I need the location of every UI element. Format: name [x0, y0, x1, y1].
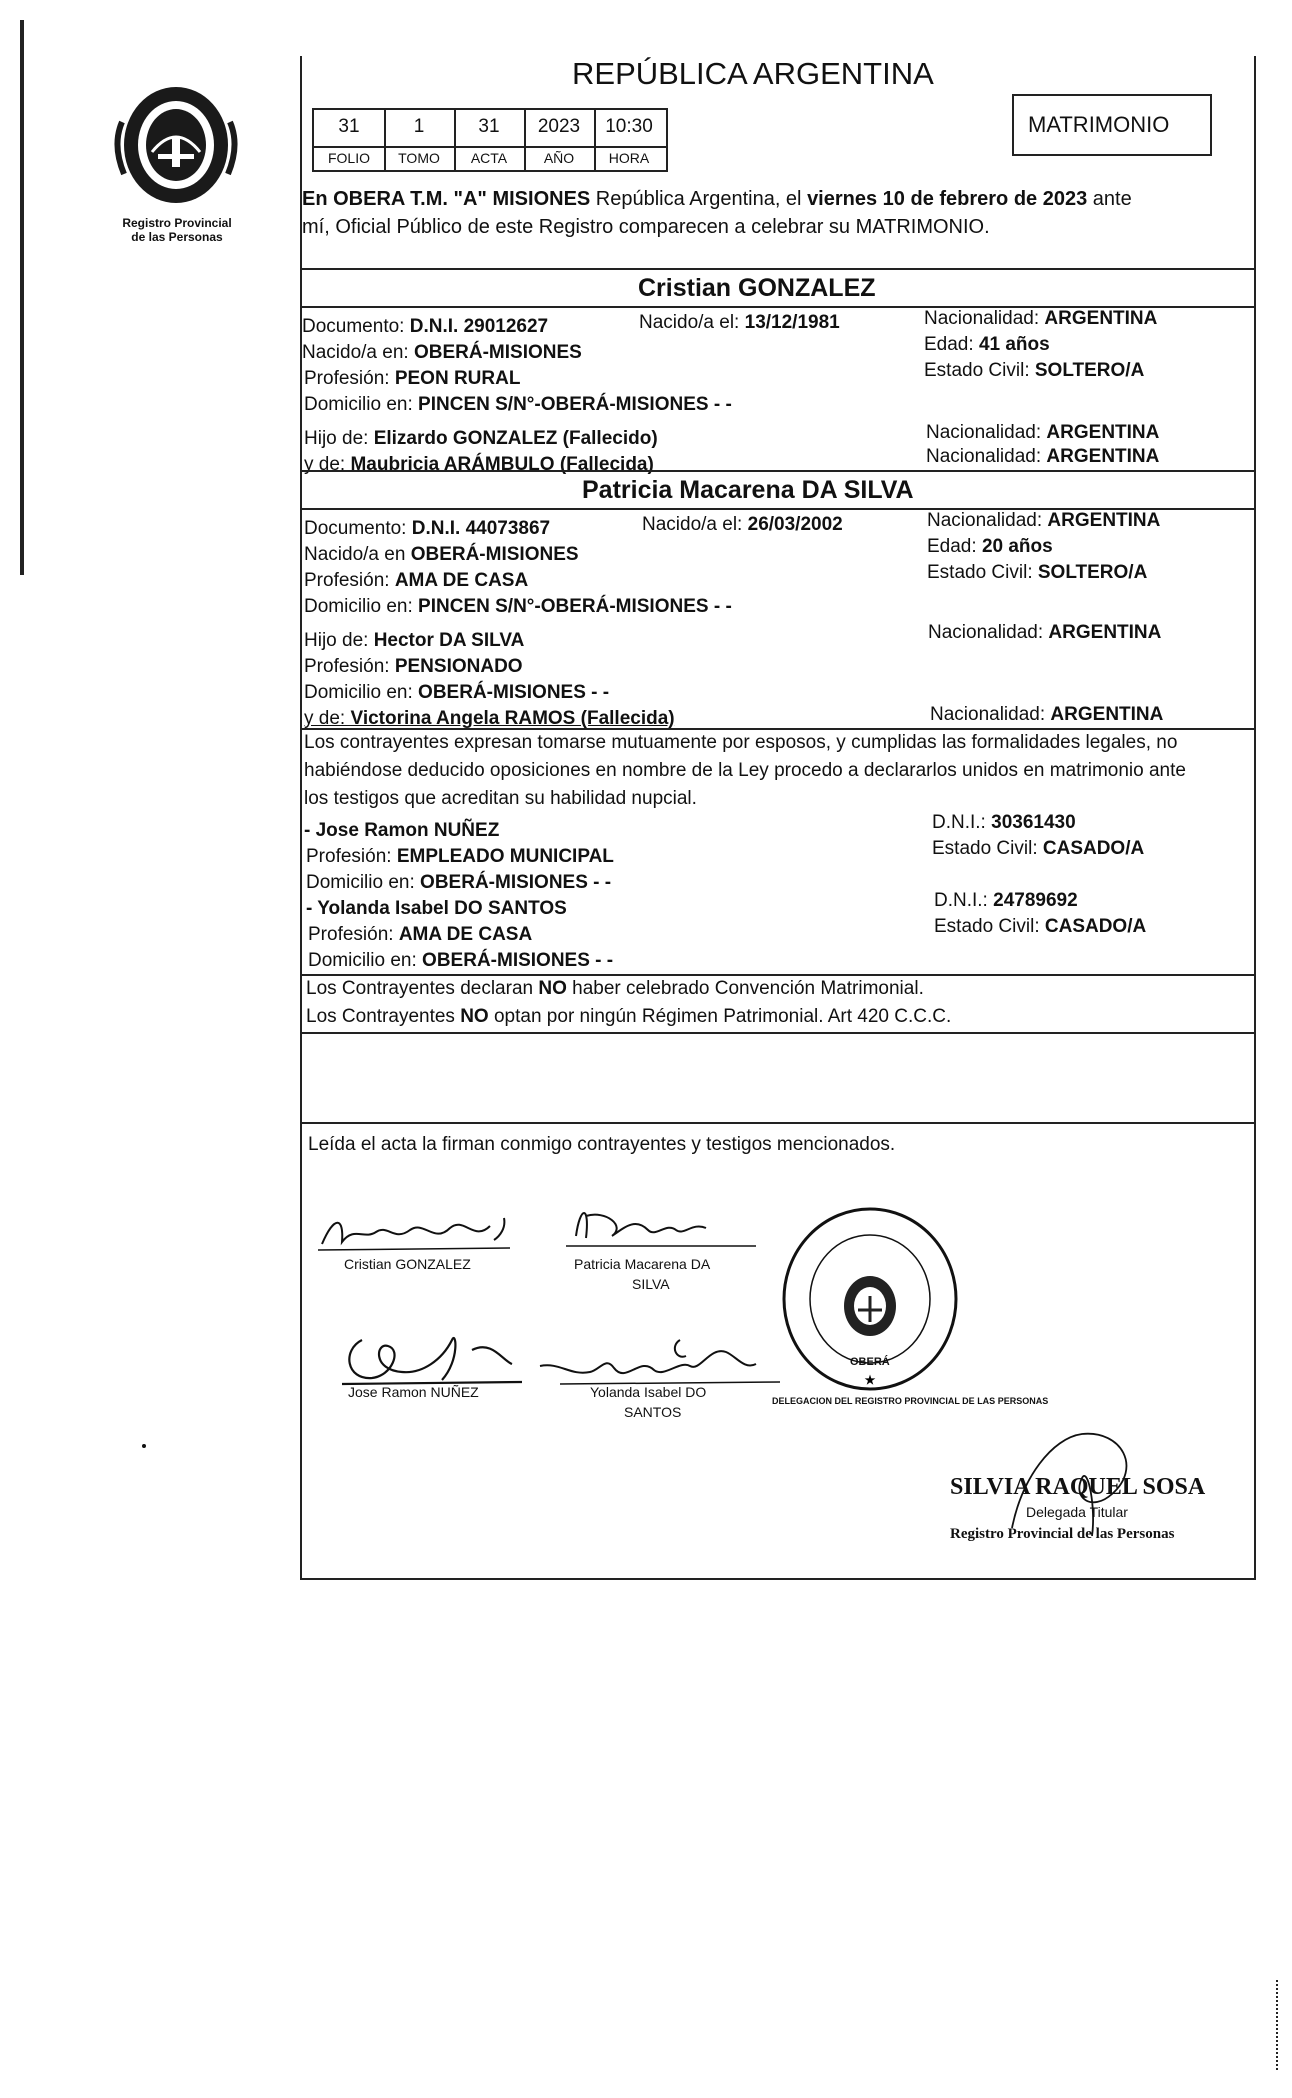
- spouse1-address: Domicilio en: PINCEN S/N°-OBERÁ-MISIONES - -: [304, 394, 732, 415]
- intro-line-1: En OBERA T.M. "A" MISIONES República Argentina, el viernes 10 de febrero de 2023 ante: [302, 188, 1132, 210]
- spouse1-mother-nationality: Nacionalidad: ARGENTINA: [926, 446, 1160, 467]
- note-convention: Los Contrayentes declaran NO haber celebrado Convención Matrimonial.: [306, 978, 924, 999]
- signature-label-cristian: Cristian GONZALEZ: [344, 1256, 471, 1272]
- spouse1-nationality: Nacionalidad: ARGENTINA: [924, 308, 1158, 329]
- spouse2-father-nationality: Nacionalidad: ARGENTINA: [928, 622, 1162, 643]
- signature-cristian: [314, 1206, 514, 1254]
- tomo-label: TOMO: [398, 150, 440, 166]
- signature-label-patricia-2: SILVA: [632, 1276, 670, 1292]
- spouse2-birthdate: Nacido/a el: 26/03/2002: [642, 514, 843, 535]
- witness1-civil: Estado Civil: CASADO/A: [932, 838, 1145, 859]
- spouse1-profession: Profesión: PEON RURAL: [304, 368, 521, 389]
- year-value: 2023: [537, 116, 581, 137]
- country-title: REPÚBLICA ARGENTINA: [572, 56, 934, 91]
- witness1-name: - Jose Ramon NUÑEZ: [304, 820, 500, 841]
- witness2-profession: Profesión: AMA DE CASA: [308, 924, 533, 945]
- closing-statement: Leída el acta la firman conmigo contrayentes y testigos mencionados.: [308, 1134, 896, 1155]
- spouse2-address: Domicilio en: PINCEN S/N°-OBERÁ-MISIONES - -: [304, 596, 732, 617]
- record-fields-box: [312, 108, 668, 172]
- spouse2-name: Patricia Macarena DA SILVA: [582, 476, 914, 504]
- spouse1-father: Hijo de: Elizardo GONZALEZ (Fallecido): [304, 428, 658, 449]
- spouse2-nationality: Nacionalidad: ARGENTINA: [927, 510, 1161, 531]
- declaration-line-3: los testigos que acreditan su habilidad nupcial.: [304, 788, 697, 809]
- stray-dot: [142, 1444, 146, 1448]
- folio-label: FOLIO: [327, 150, 370, 166]
- spouse2-father-profession: Profesión: PENSIONADO: [304, 656, 523, 677]
- margin-bar: [20, 20, 24, 575]
- declaration-line-1: Los contrayentes expresan tomarse mutuamente por esposos, y cumplidas las formalidades legales, no: [304, 732, 1178, 753]
- margin-mark: [1276, 1980, 1280, 2070]
- witness1-address: Domicilio en: OBERÁ-MISIONES - -: [306, 872, 612, 893]
- certificate-frame: [300, 56, 1256, 1580]
- signature-patricia: [556, 1196, 766, 1252]
- tomo-value: 1: [413, 116, 425, 137]
- spouse2-documento: Documento: D.N.I. 44073867: [304, 518, 551, 539]
- spouse1-age: Edad: 41 años: [924, 334, 1050, 355]
- spouse1-birthdate: Nacido/a el: 13/12/1981: [639, 312, 840, 333]
- registry-logo: [112, 82, 240, 208]
- witness2-name: - Yolanda Isabel DO SANTOS: [306, 898, 567, 919]
- witness2-address: Domicilio en: OBERÁ-MISIONES - -: [308, 950, 614, 971]
- spouse2-mother-nationality: Nacionalidad: ARGENTINA: [930, 704, 1164, 725]
- spouse2-father-address: Domicilio en: OBERÁ-MISIONES - -: [304, 682, 610, 703]
- acta-label: ACTA: [470, 150, 508, 166]
- signature-label-patricia-1: Patricia Macarena DA: [574, 1256, 711, 1272]
- official-title: Delegada Titular: [1026, 1504, 1128, 1520]
- witness1-profession: Profesión: EMPLEADO MUNICIPAL: [306, 846, 614, 867]
- signature-label-jose: Jose Ramon NUÑEZ: [348, 1384, 479, 1400]
- spouse2-civil: Estado Civil: SOLTERO/A: [927, 562, 1148, 583]
- witness2-dni: D.N.I.: 24789692: [934, 890, 1078, 911]
- spouse2-age: Edad: 20 años: [927, 536, 1053, 557]
- official-name: SILVIA RAQUEL SOSA: [950, 1474, 1206, 1500]
- seal-city: OBERÁ: [850, 1356, 890, 1368]
- witness2-civil: Estado Civil: CASADO/A: [934, 916, 1147, 937]
- spouse1-father-nationality: Nacionalidad: ARGENTINA: [926, 422, 1160, 443]
- acta-value: 31: [478, 116, 500, 137]
- spouse1-documento: Documento: D.N.I. 29012627: [302, 316, 549, 337]
- spouse2-father: Hijo de: Hector DA SILVA: [304, 630, 525, 651]
- note-regime: Los Contrayentes NO optan por ningún Régimen Patrimonial. Art 420 C.C.C.: [306, 1006, 952, 1027]
- hour-label: HORA: [608, 150, 650, 166]
- spouse2-mother: y de: Victorina Angela RAMOS (Fallecida): [304, 708, 675, 729]
- spouse1-civil: Estado Civil: SOLTERO/A: [924, 360, 1145, 381]
- registry-caption: Registro Provincial de las Personas: [122, 216, 232, 244]
- signature-label-yolanda-2: SANTOS: [624, 1404, 682, 1420]
- spouse2-birthplace: Nacido/a en OBERÁ-MISIONES: [304, 544, 579, 565]
- svg-text:★: ★: [864, 1373, 876, 1387]
- spouse2-profession: Profesión: AMA DE CASA: [304, 570, 529, 591]
- spouse1-name: Cristian GONZALEZ: [638, 274, 876, 302]
- intro-line-2: mí, Oficial Público de este Registro comparecen a celebrar su MATRIMONIO.: [302, 216, 990, 238]
- official-office: Registro Provincial de las Personas: [950, 1526, 1175, 1542]
- declaration-line-2: habiéndose deducido oposiciones en nombre de la Ley procedo a declararlos unidos en matrimonio ante: [304, 760, 1186, 781]
- year-label: AÑO: [543, 150, 575, 166]
- record-type: MATRIMONIO: [1028, 112, 1170, 137]
- witness1-dni: D.N.I.: 30361430: [932, 812, 1076, 833]
- spouse1-birthplace: Nacido/a en: OBERÁ-MISIONES: [302, 342, 582, 363]
- spouse1-mother: y de: Maubricia ARÁMBULO (Fallecida): [304, 454, 654, 475]
- signature-yolanda: [530, 1326, 790, 1390]
- folio-value: 31: [338, 116, 360, 137]
- seal-legend: DELEGACION DEL REGISTRO PROVINCIAL DE LAS PERSONAS: [772, 1396, 1049, 1406]
- signature-label-yolanda-1: Yolanda Isabel DO: [590, 1384, 707, 1400]
- hour-value: 10:30: [605, 116, 653, 137]
